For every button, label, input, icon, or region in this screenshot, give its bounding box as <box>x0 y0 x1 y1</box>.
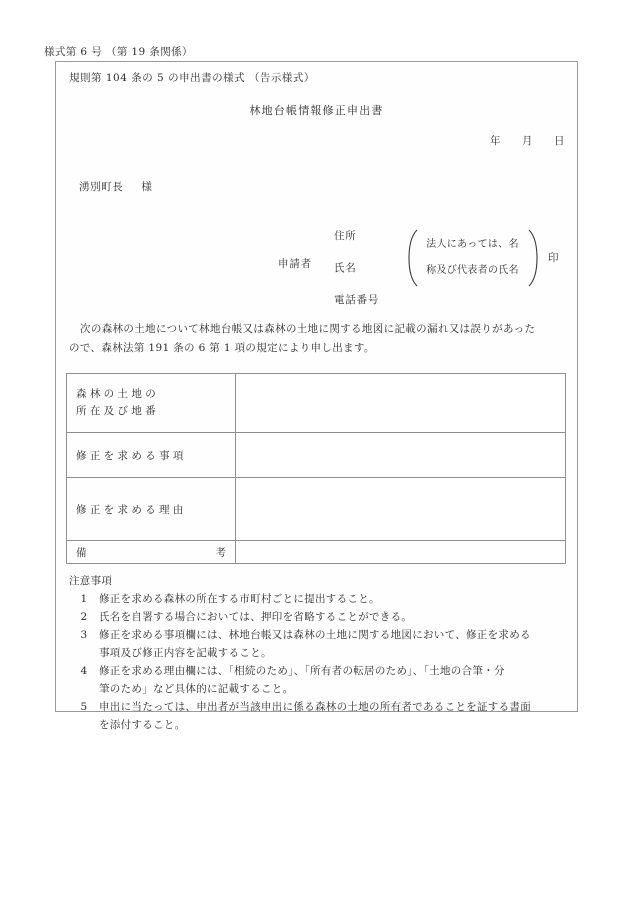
applicant-block <box>56 220 577 316</box>
note-number: 1 <box>80 593 88 605</box>
corporate-name-note <box>406 228 539 288</box>
note-number: 3 <box>80 629 88 641</box>
table-row <box>67 541 566 564</box>
row-value-remarks[interactable] <box>236 541 566 564</box>
date-month-label: 月 <box>522 135 533 147</box>
list-item <box>69 608 567 626</box>
note-text: 申出に当たっては、申出者が当該申出に係る森林の土地の所有者であることを証する書面 <box>99 701 531 713</box>
note-text-wrapper <box>99 662 567 698</box>
corporate-note-line1: 法人にあっては、名 <box>426 239 519 250</box>
addressee <box>79 179 153 194</box>
corporate-note-lines <box>418 232 527 284</box>
body-paragraph <box>69 320 567 358</box>
date-day-label: 日 <box>554 135 565 147</box>
row-value-correction-items[interactable] <box>236 433 566 478</box>
note-text-continuation: 事項及び修正内容を記載すること。 <box>99 647 272 659</box>
list-item <box>69 590 567 608</box>
date-year-label: 年 <box>490 135 501 147</box>
document-title: 林地台帳情報修正申出書 <box>249 104 384 117</box>
row-value-correction-reason[interactable] <box>236 478 566 541</box>
form-number: 様式第 6 号 （第 19 条関係） <box>44 46 193 58</box>
right-brace-icon <box>527 229 539 287</box>
note-text: 氏名を自署する場合においては、押印を省略することができる。 <box>99 611 413 623</box>
corporate-note-line2: 称及び代表者の氏名 <box>426 265 519 276</box>
left-brace-icon <box>406 229 418 287</box>
seal-mark: 印 <box>548 252 559 264</box>
note-number: 4 <box>80 665 88 677</box>
row-label-correction-items <box>67 433 236 478</box>
row-label-correction-reason <box>67 478 236 541</box>
applicant-field-phone: 電話番号 <box>334 294 380 306</box>
applicant-label: 申請者 <box>278 258 312 270</box>
regulation-notice-line: 規則第 104 条の 5 の申出書の様式 （告示様式） <box>69 72 315 84</box>
body-paragraph-line1: 次の森林の土地について林地台帳又は森林の土地に関する地図に記載の漏れ又は誤りがあった <box>80 323 536 335</box>
note-text-wrapper <box>99 626 567 662</box>
note-number: 5 <box>80 701 88 713</box>
note-text: 修正を求める理由欄には、「相続のため」、「所有者の転居のため」、「土地の合筆・分 <box>99 665 505 677</box>
applicant-fields <box>334 220 379 316</box>
note-text-wrapper <box>99 698 567 734</box>
list-item <box>69 698 567 734</box>
applicant-field-address: 住所 <box>334 230 357 242</box>
row-value-forest-location[interactable] <box>236 374 566 433</box>
applicant-field-name: 氏名 <box>334 262 357 274</box>
row-label-forest-location <box>67 374 236 433</box>
note-text: 修正を求める森林の所在する市町村ごとに提出すること。 <box>99 593 380 605</box>
notes-section <box>69 572 567 734</box>
notes-title: 注意事項 <box>69 575 113 587</box>
date-line <box>490 133 565 148</box>
note-text-continuation: を添付すること。 <box>99 719 186 731</box>
row-label-correction-reason-text: 修 正 を 求 め る 理 由 <box>76 503 184 516</box>
body-paragraph-line2: ので、森林法第 191 条の 6 第 1 項の規定により申し出ます。 <box>69 342 375 354</box>
addressee-office: 湧別町長 <box>79 181 124 193</box>
row-label-remarks <box>67 541 236 564</box>
note-number: 2 <box>80 611 88 623</box>
form-frame <box>55 61 578 731</box>
table-row <box>67 478 566 541</box>
entry-table <box>66 373 566 564</box>
note-text-continuation: 筆のため」など具体的に記載すること。 <box>99 683 294 695</box>
row-label-correction-items-text: 修 正 を 求 め る 事 項 <box>76 449 184 462</box>
table-row <box>67 433 566 478</box>
table-row <box>67 374 566 433</box>
row-label-remarks-char1: 備 <box>76 546 87 559</box>
list-item <box>69 626 567 662</box>
row-label-forest-location-line2: 所 在 及 び 地 番 <box>76 405 156 417</box>
note-text: 修正を求める事項欄には、林地台帳又は森林の土地に関する地図において、修正を求める <box>99 629 531 641</box>
row-label-remarks-char2: 考 <box>215 546 226 559</box>
row-label-forest-location-line1: 森 林 の 土 地 の <box>76 388 156 400</box>
list-item <box>69 662 567 698</box>
addressee-honorific: 様 <box>141 181 153 193</box>
